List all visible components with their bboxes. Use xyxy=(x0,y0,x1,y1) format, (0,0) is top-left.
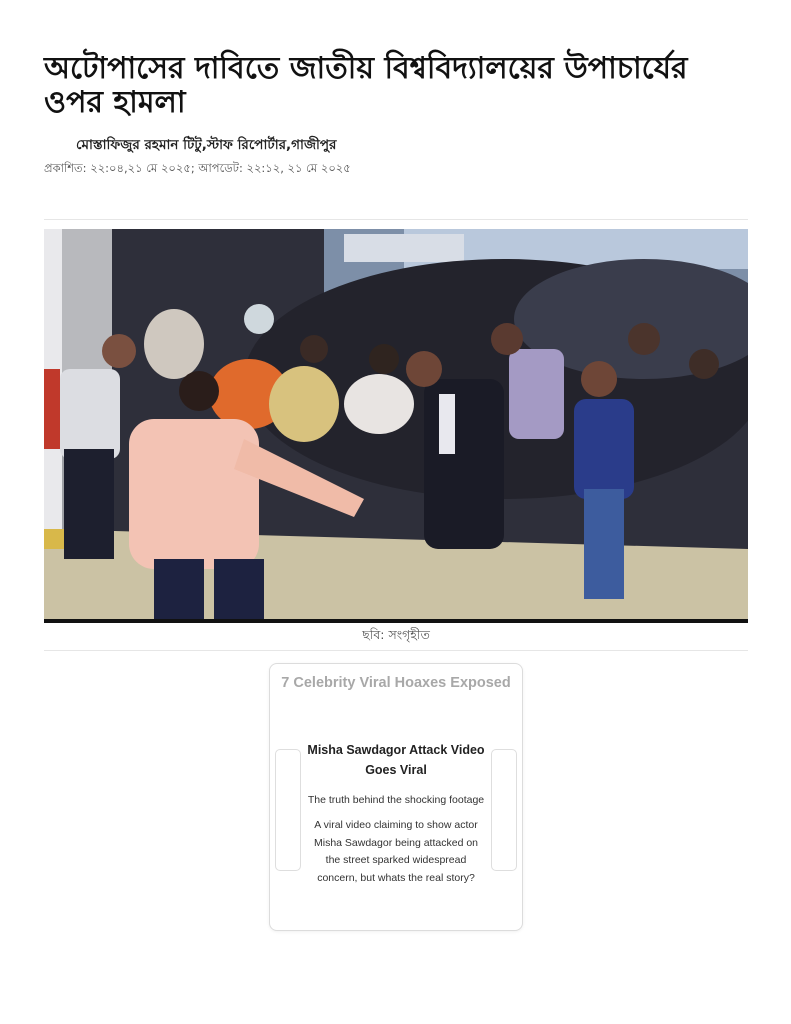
divider-top xyxy=(44,219,748,220)
slide-description: A viral video claiming to show actor Misha Sawdagor being attacked on the street sparked widespread concern, but whats the real story? xyxy=(313,819,479,884)
carousel-slide[interactable] xyxy=(306,736,486,887)
promo-card[interactable] xyxy=(269,663,523,931)
article-headline: অটোপাসের দাবিতে জাতীয় বিশ্ববিদ্যালয়ের উপাচার্যের ওপর হামলা xyxy=(44,51,688,120)
article-photo[interactable] xyxy=(44,229,748,623)
photo-caption: ছবি: সংগৃহীত xyxy=(362,627,430,642)
publish-timestamp: প্রকাশিত: ২২:০৪,২১ মে ২০২৫; আপডেট: ২২:১২, ২১ মে ২০২৫ xyxy=(44,161,351,175)
carousel-next-button[interactable] xyxy=(491,749,517,871)
article-byline: মোস্তাফিজুর রহমান টিটু,স্টাফ রিপোর্টার,গাজীপুর xyxy=(76,137,337,153)
byline-row xyxy=(76,134,336,157)
carousel-prev-button[interactable] xyxy=(275,749,301,871)
slide-subtitle: The truth behind the shocking footage xyxy=(307,794,485,806)
divider-bottom xyxy=(44,650,748,651)
promo-card-title[interactable]: 7 Celebrity Viral Hoaxes Exposed xyxy=(281,675,511,691)
slide-headline[interactable]: Misha Sawdagor Attack Video Goes Viral xyxy=(307,743,485,777)
